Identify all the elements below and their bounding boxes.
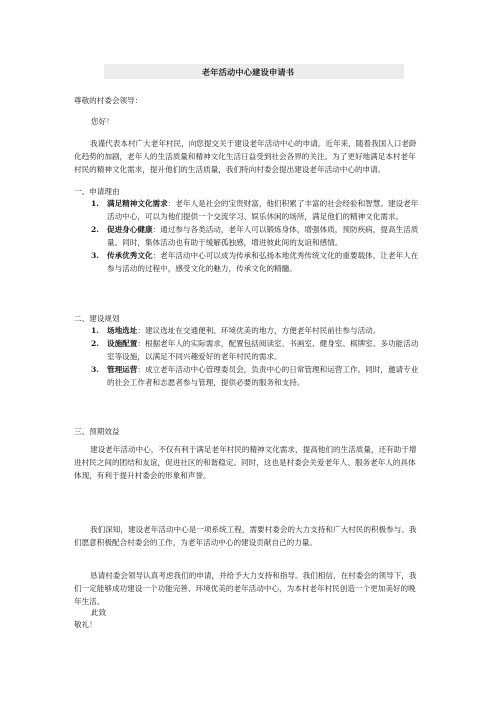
closing-line-1: 此致 <box>91 608 107 617</box>
list-term: 传承优秀文化 <box>107 251 153 260</box>
document-title: 老年活动中心建设申请书 <box>201 67 295 77</box>
list-text: ：老年人是社会的宝贵财富，他们积累了丰富的社会经验和智慧。建设老年活动中心，可以为他们提供一个交流学习、娱乐休闲的场所，满足他们的精神文化需求。 <box>107 199 419 221</box>
list-text: ：通过参与各类活动，老年人可以锻炼身体，增强体质，预防疾病，提高生活质量。同时，集体活动也有助于缓解孤独感，增进彼此间的友谊和感情。 <box>107 225 419 247</box>
list-item <box>91 197 422 223</box>
list-item <box>91 363 422 389</box>
salutation: 尊敬的村委会领导： <box>74 96 143 105</box>
list-term: 场地选址 <box>107 326 138 335</box>
greeting: 您好！ <box>91 117 114 126</box>
list-number: 3. <box>91 251 99 260</box>
list-number: 2. <box>91 225 99 234</box>
list-item <box>91 223 422 249</box>
list-number: 3. <box>91 365 99 374</box>
list-term: 促进身心健康 <box>107 225 153 234</box>
section-heading-reasons: 一、申请理由 <box>74 187 120 196</box>
understanding-paragraph: 我们深知，建设老年活动中心是一项系统工程，需要村委会的大力支持和广大村民的积极参与。我们愿意积极配合村委会的工作，为老年活动中心的建设贡献自己的力量。 <box>74 525 417 547</box>
list-text: ：根据老年人的实际需求，配置包括阅读室、书画室、健身室、棋牌室、多功能活动室等设施，以满足不同兴趣爱好的老年村民的需求。 <box>107 339 419 361</box>
closing-line-2: 敬礼！ <box>74 620 97 629</box>
list-number: 1. <box>91 199 99 208</box>
section-heading-plan: 二、建设规划 <box>74 314 120 323</box>
list-text: ：建议选址在交通便利、环境优美的地方，方便老年村民前往参与活动。 <box>137 326 381 335</box>
list-number: 2. <box>91 339 99 348</box>
list-text: ：老年活动中心可以成为传承和弘扬本地优秀传统文化的重要载体，让老年人在参与活动的过程中，感受文化的魅力，传承文化的精髓。 <box>107 251 419 273</box>
section-heading-benefits: 三、预期效益 <box>74 427 120 436</box>
intro-paragraph: 我谨代表本村广大老年村民，向您提交关于建设老年活动中心的申请。近年来，随着我国人口老龄化趋势的加剧，老年人的生活质量和精神文化生活日益受到社会各界的关注。为了更好地满足本村老年村民的精神文化需求，提升他们的生活质量，我们特向村委会提出建设老年活动中心的申请。 <box>74 139 417 174</box>
list-item <box>91 337 422 363</box>
list-term: 满足精神文化需求 <box>107 199 168 208</box>
list-item <box>91 249 422 275</box>
request-paragraph: 恳请村委会领导认真考虑我们的申请，并给予大力支持和指导。我们相信，在村委会的领导下，我们一定能够成功建设一个功能完善、环境优美的老年活动中心，为本村老年村民创造一个更加美好的晚年生活。 <box>74 571 417 606</box>
plan-list <box>91 324 422 389</box>
list-item <box>91 324 422 337</box>
list-text: ：成立老年活动中心管理委员会，负责中心的日常管理和运营工作。同时，邀请专业的社会工作者和志愿者参与管理，提供必要的服务和支持。 <box>107 365 419 387</box>
list-number: 1. <box>91 326 99 335</box>
benefits-paragraph: 建设老年活动中心，不仅有利于满足老年村民的精神文化需求，提高他们的生活质量，还有助于增进村民之间的团结和友谊，促进社区的和谐稳定。同时，这也是村委会关爱老年人、服务老年人的具体体现，有利于提升村委会的形象和声誉。 <box>74 445 417 480</box>
list-term: 设施配置 <box>107 339 138 348</box>
list-term: 管理运营 <box>107 365 138 374</box>
reasons-list <box>91 197 422 275</box>
